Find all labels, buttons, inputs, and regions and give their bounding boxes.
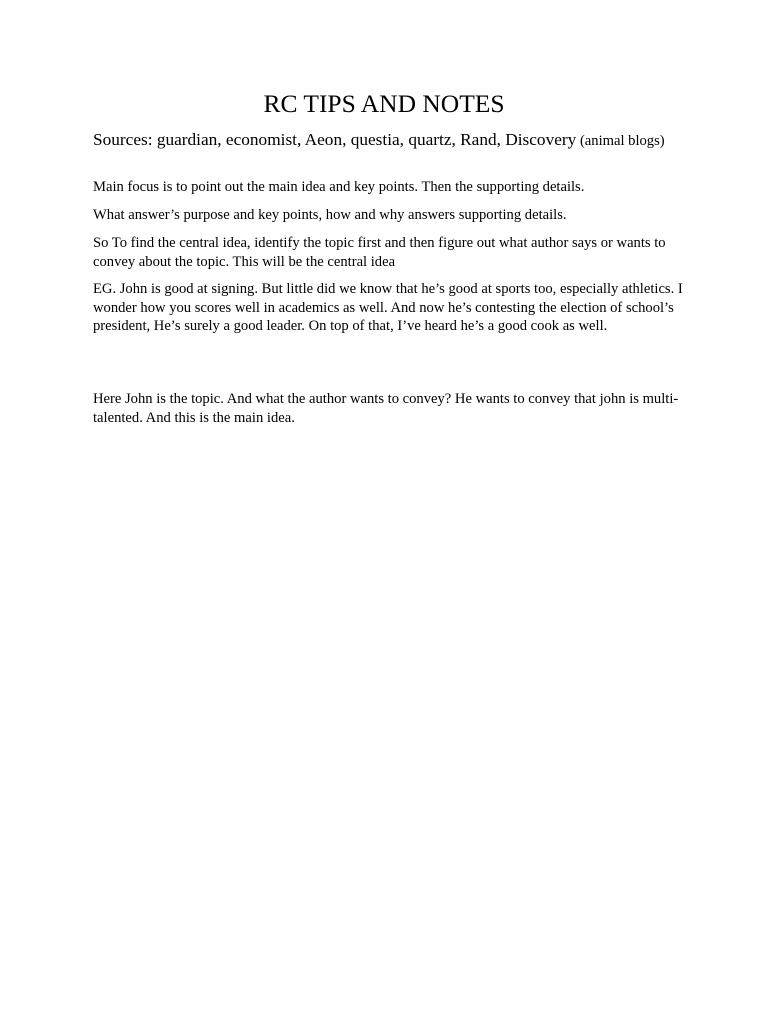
page-title: RC TIPS AND NOTES — [263, 89, 505, 118]
paragraph-explanation: Here John is the topic. And what the author wants to convey? He wants to convey that john is multi-talented. And this is the main idea. — [93, 391, 679, 426]
paragraph-example: EG. John is good at signing. But little did we know that he’s good at sports too, especially athletics. I wonder how you scores well in academics as well. And now he’s contesting the election of school’s president, He’s surely a good leader. On top of that, I’ve heard he’s a good cook as well. — [93, 281, 683, 334]
sources-line — [93, 129, 683, 151]
sources-note: (animal blogs) — [579, 133, 665, 149]
paragraph-purpose: What answer’s purpose and key points, how and why answers supporting details. — [93, 207, 567, 223]
sources-list: Sources: guardian, economist, Aeon, questia, quartz, Rand, Discovery — [93, 130, 577, 149]
paragraph-main-focus: Main focus is to point out the main idea and key points. Then the supporting details. — [93, 179, 585, 195]
paragraph-central-idea: So To find the central idea, identify the topic first and then figure out what author says or wants to convey about the topic. This will be the central idea — [93, 235, 666, 270]
